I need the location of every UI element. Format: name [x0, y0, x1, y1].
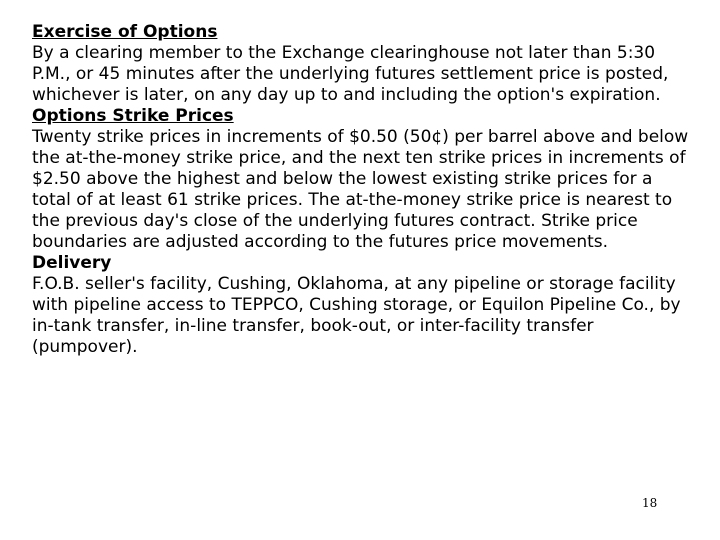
heading-options-strike-prices: Options Strike Prices: [32, 106, 234, 126]
slide-text-block: [32, 22, 692, 358]
body-exercise-of-options: By a clearing member to the Exchange clearinghouse not later than 5:30 P.M., or 45 minutes after the underlying futures settlement price is posted, whichever is later, on any day up to and including the option's expiration.: [32, 43, 669, 105]
page-number: 18: [642, 496, 658, 510]
heading-exercise-of-options: Exercise of Options: [32, 22, 218, 42]
heading-delivery: Delivery: [32, 253, 112, 273]
body-delivery: F.O.B. seller's facility, Cushing, Oklahoma, at any pipeline or storage facility with pipeline access to TEPPCO, Cushing storage, or Equilon Pipeline Co., by in-tank transfer, in-line transfer, book-out, or inter-facility transfer (pumpover).: [32, 274, 681, 357]
body-options-strike-prices: Twenty strike prices in increments of $0.50 (50¢) per barrel above and below the at-the-money strike price, and the next ten strike prices in increments of $2.50 above the highest and below the lowest existing strike prices for a total of at least 61 strike prices. The at-the-money strike price is nearest to the previous day's close of the underlying futures contract. Strike price boundaries are adjusted according to the futures price movements.: [32, 127, 689, 252]
